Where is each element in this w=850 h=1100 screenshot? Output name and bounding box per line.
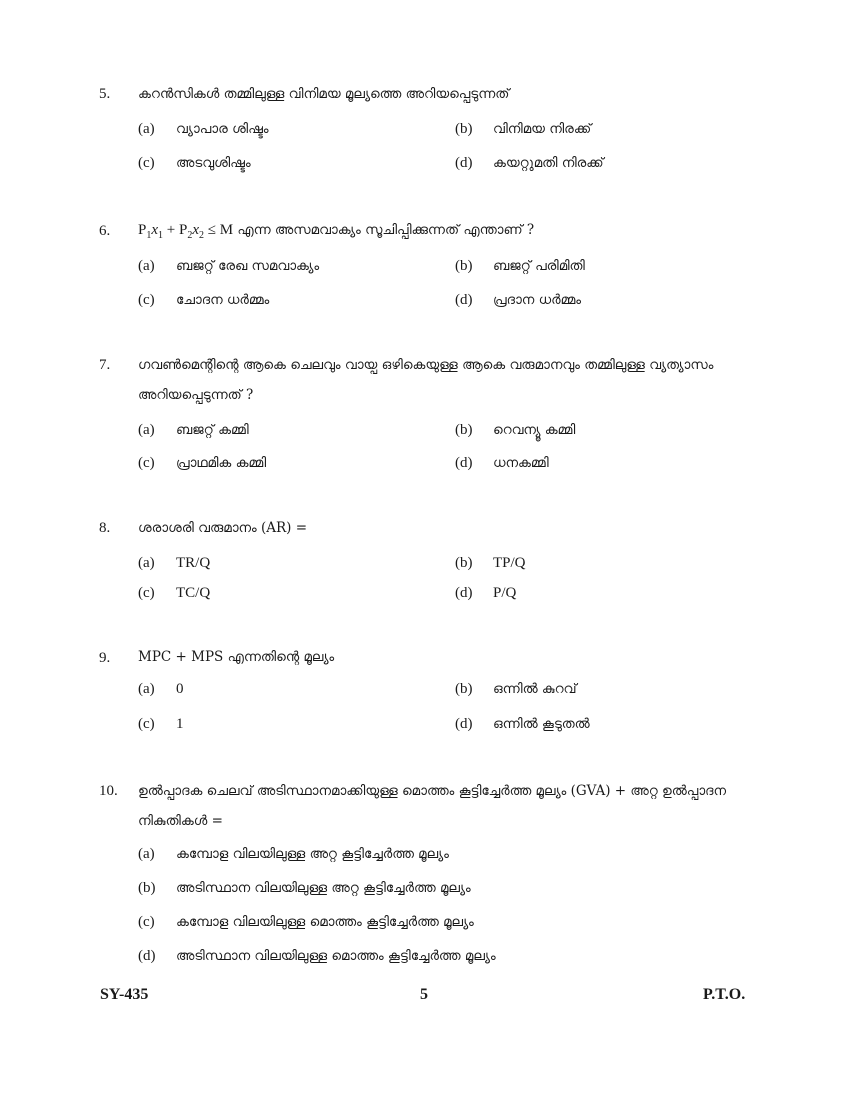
option-d: (d) പ്രദാന ധർമ്മം (455, 292, 581, 308)
inequality: $P_1x_1 + P_2x_2 \le M$ (138, 222, 234, 241)
option-a: (a) കമ്പോള വിലയിലുള്ള അറ്റ കൂട്ടിച്ചേർത്ത മൂല്യം (138, 846, 449, 862)
option-c: (c) കമ്പോള വിലയിലുള്ള മൊത്തം കൂട്ടിച്ചേർത്ത മൂല്യം (138, 914, 474, 930)
question-text: ഉൽപ്പാദക ചെലവ് അടിസ്ഥാനമാക്കിയുള്ള മൊത്തം കൂട്ടിച്ചേർത്ത മൂല്യം (GVA) + അറ്റ ഉൽപ്പാദന നികുതികൾ = (138, 783, 727, 829)
option-d: (d) ഒന്നിൽ കൂടുതൽ (455, 716, 590, 732)
option-d: (d) കയറ്റുമതി നിരക്ക് (455, 155, 604, 171)
option-d: (d) ധനകമ്മി (455, 455, 549, 471)
question-text: ശരാശരി വരുമാനം (AR) = (138, 520, 308, 536)
question-number: 7. (99, 357, 111, 373)
option-a: (a) 0 (138, 681, 184, 697)
option-d: (d) P/Q (455, 585, 517, 601)
option-a: (a) ബജറ്റ് കമ്മി (138, 422, 249, 438)
option-b: (b) വിനിമയ നിരക്ക് (455, 121, 592, 137)
option-d: (d) അടിസ്ഥാന വിലയിലുള്ള മൊത്തം കൂട്ടിച്ചേർത്ത മൂല്യം (138, 948, 496, 964)
page-number: 5 (420, 986, 428, 1003)
option-b: (b) ബജറ്റ് പരിമിതി (455, 258, 585, 274)
option-c: (c) ചോദന ധർമ്മം (138, 292, 270, 308)
option-b: (b) ഒന്നിൽ കുറവ് (455, 681, 577, 697)
pto-label: P.T.O. (703, 986, 746, 1003)
option-a: (a) വ്യാപാര ശിഷ്ടം (138, 121, 269, 137)
option-a: (a) ബജറ്റ് രേഖ സമവാക്യം (138, 258, 320, 274)
question-number: 10. (99, 783, 118, 799)
option-b: (b) TP/Q (455, 555, 526, 571)
question-text: $P_1x_1 + P_2x_2 \le M$ എന്ന അസമവാക്യം സൂചിപ്പിക്കുന്നത് എന്താണ് ? (138, 222, 535, 241)
question-text: ഗവൺമെന്റിന്റെ ആകെ ചെലവും വായ്പ ഒഴികെയുള്ള ആകെ വരുമാനവും തമ്മിലുള്ള വ്യത്യാസം അറിയപ്പെടുന്നത് ? (138, 357, 714, 403)
option-b: (b) അടിസ്ഥാന വിലയിലുള്ള അറ്റ കൂട്ടിച്ചേർത്ത മൂല്യം (138, 880, 471, 896)
option-b: (b) റെവന്യൂ കമ്മി (455, 422, 576, 438)
question-text: MPC + MPS എന്നതിന്റെ മൂല്യം (138, 649, 335, 665)
question-number: 9. (99, 650, 111, 666)
option-a: (a) TR/Q (138, 555, 211, 571)
option-c: (c) പ്രാഥമിക കമ്മി (138, 455, 267, 471)
footer-code: SY-435 (100, 986, 149, 1003)
question-number: 6. (99, 223, 111, 239)
question-text: കറൻസികൾ തമ്മിലുള്ള വിനിമയ മൂല്യത്തെ അറിയപ്പെടുന്നത് (138, 86, 510, 102)
question-number: 8. (99, 520, 111, 536)
option-c: (c) TC/Q (138, 585, 211, 601)
option-c: (c) അടവുശിഷ്ടം (138, 155, 251, 171)
option-c: (c) 1 (138, 716, 184, 732)
question-number: 5. (99, 86, 111, 102)
